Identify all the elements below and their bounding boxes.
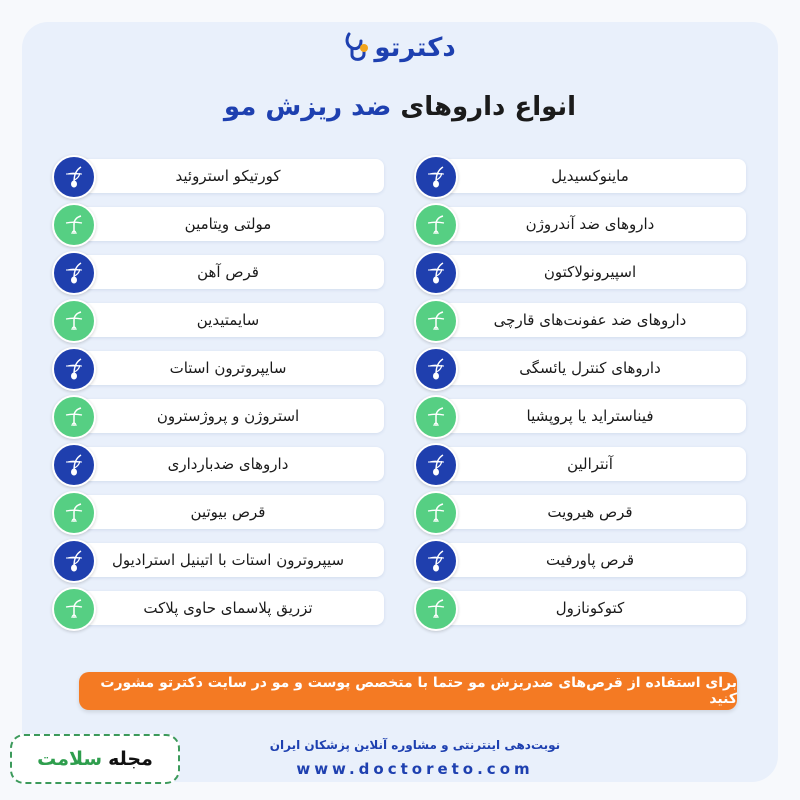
magazine-word-2: سلامت [37, 748, 103, 770]
list-item [52, 541, 384, 579]
hair-follicle-icon [414, 251, 458, 295]
drug-label: تزریق پلاسمای حاوی پلاکت [72, 591, 384, 625]
drug-label: ماینوکسیدیل [434, 159, 746, 193]
brand-logo [0, 28, 800, 68]
drug-label: سایپروترون استات [72, 351, 384, 385]
footer-website[interactable]: www.doctoreto.com [296, 760, 534, 778]
drug-label: داروهای ضدبارداری [72, 447, 384, 481]
hair-follicle-icon [414, 539, 458, 583]
hair-follicle-icon [414, 347, 458, 391]
magazine-word-1: مجله [108, 748, 153, 770]
hair-strand-icon [52, 203, 96, 247]
hair-strand-icon [414, 203, 458, 247]
drug-label: استروژن و پروژسترون [72, 399, 384, 433]
list-item [414, 589, 746, 627]
drug-label: سایمتیدین [72, 303, 384, 337]
drug-label: اسپیرونولاکتون [434, 255, 746, 289]
title-prefix: انواع داروهای [400, 92, 577, 122]
list-item [414, 157, 746, 195]
drug-label: کورتیکو استروئید [72, 159, 384, 193]
hair-follicle-icon [52, 443, 96, 487]
drug-label: کتوکونازول [434, 591, 746, 625]
logo-text: دکترتو [374, 33, 456, 63]
drug-label: قرص بیوتین [72, 495, 384, 529]
list-item [414, 205, 746, 243]
hair-follicle-icon [52, 347, 96, 391]
list-item [52, 589, 384, 627]
hair-strand-icon [52, 299, 96, 343]
list-item [52, 157, 384, 195]
drug-label: قرص هیرویت [434, 495, 746, 529]
hair-strand-icon [414, 491, 458, 535]
list-item [414, 397, 746, 435]
hair-strand-icon [52, 395, 96, 439]
drug-label: داروهای کنترل یائسگی [434, 351, 746, 385]
list-item [414, 541, 746, 579]
footer-tagline: نوبت‌دهی اینترنتی و مشاوره آنلاین پزشکان ایران [269, 738, 561, 752]
list-item [414, 493, 746, 531]
left-column-list [52, 157, 384, 637]
hair-follicle-icon [414, 443, 458, 487]
drug-label: قرص آهن [72, 255, 384, 289]
drug-label: قرص پاورفیت [434, 543, 746, 577]
list-item [52, 301, 384, 339]
list-item [52, 349, 384, 387]
hair-follicle-icon [52, 251, 96, 295]
list-item [414, 253, 746, 291]
hair-follicle-icon [52, 539, 96, 583]
list-item [52, 493, 384, 531]
right-column-list [414, 157, 746, 637]
hair-strand-icon [52, 587, 96, 631]
hair-strand-icon [414, 395, 458, 439]
hair-strand-icon [414, 299, 458, 343]
drug-label: داروهای ضد آندروژن [434, 207, 746, 241]
list-item [52, 397, 384, 435]
stethoscope-icon [344, 31, 370, 65]
hair-follicle-icon [52, 155, 96, 199]
list-item [52, 205, 384, 243]
page-title [0, 92, 800, 122]
drug-label: مولتی ویتامین [72, 207, 384, 241]
list-item [414, 445, 746, 483]
hair-strand-icon [52, 491, 96, 535]
title-accent: ضد ریزش مو [223, 92, 392, 122]
drug-label: فیناستراید یا پروپشیا [434, 399, 746, 433]
advice-banner [79, 672, 737, 710]
list-item [414, 301, 746, 339]
banner-text: برای استفاده از قرص‌های ضدریزش مو حتما با متخصص پوست و مو در سایت دکترتو مشورت کنید [100, 675, 737, 707]
hair-follicle-icon [414, 155, 458, 199]
drug-label: آنترالین [434, 447, 746, 481]
list-item [52, 253, 384, 291]
hair-strand-icon [414, 587, 458, 631]
drug-label: داروهای ضد عفونت‌های قارچی [434, 303, 746, 337]
list-item [414, 349, 746, 387]
list-item [52, 445, 384, 483]
magazine-badge [10, 734, 180, 784]
drug-label: سیپروترون استات با اتینیل استرادیول [72, 543, 384, 577]
